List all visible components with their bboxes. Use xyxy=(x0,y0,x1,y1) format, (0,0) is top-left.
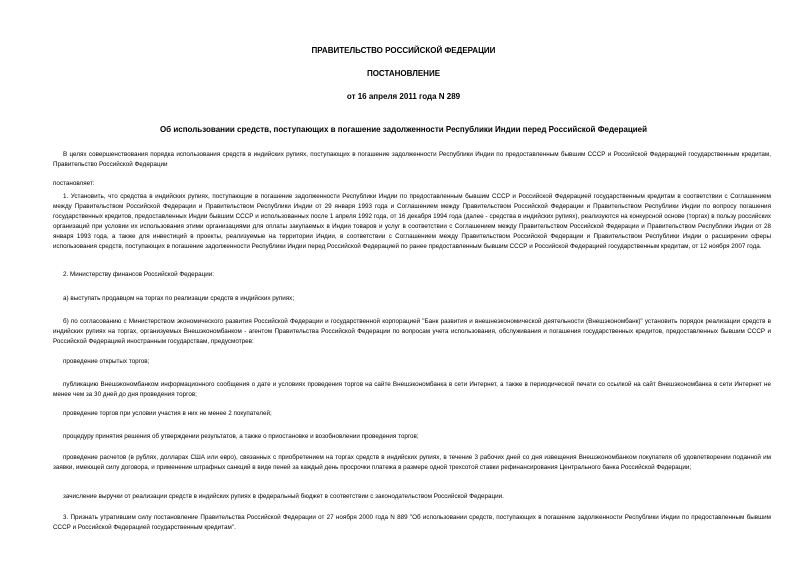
item-2b-paragraph: б) по согласованию с Министерством экономического развития Российской Федерации и государственной корпорацией "Банк развития и внешнеэкономической деятельности (Внешэкономбанк)" установить порядок реализации средств в индийских рупиях на торгах, организуемых Внешэкономбанком - агентом Правительства Российской Федерации по вопросам учета использования, обслуживания и погашения государственных кредитов, предоставленных бывшим СССР и Российской Федерацией иностранным государствам, предусмотрев: xyxy=(53,318,771,345)
provision-approval: процедуру принятия решения об утверждении результатов, а также о приостановке и возобновлении проведения торгов; xyxy=(63,433,419,440)
item-2a-paragraph: а) выступать продавцом на торгах по реализации средств в индийских рупиях; xyxy=(63,295,295,302)
provision-settlement: проведение расчетов (в рублях, долларах США или евро), связанных с приобретением на торгах средств в индийских рупиях, в течение 3 рабочих дней со дня извещения Внешэкономбанком покупателя об удовлетворении поданной им заявки, имеющей силу договора, и применение штрафных санкций в виде пеней за каждый день просрочки платежа в размере одной трехсотой ставки рефинансирования Центрального банка Российской Федерации; xyxy=(53,454,771,471)
document-type: ПОСТАНОВЛЕНИЕ xyxy=(366,69,441,78)
provision-participants: проведение торгов при условии участия в них не менее 2 покупателей; xyxy=(63,410,272,417)
item-1-paragraph: 1. Установить, что средства в индийских рупиях, поступающие в погашение задолженности Республики Индии по предоставленным бывшим СССР и Российской Федерацией государственным кредитам в соответствии с Соглашением между Правительством Российской Федерации и Правительством Республики Индии от 29 января 1993 года и Соглашением между Правительством Российской Федерации и Правительством Республики Индии по вопросу погашения государственных кредитов, предоставленных Индии бывшим СССР и использованных после 1 апреля 1992 года, от 16 декабря 1994 года (далее - средства в индийских рупиях), реализуются на конкурсной основе (торгах) в пользу российских организаций при условии их использования этими организациями для оплаты закупаемых в Индии товаров и услуг в соответствии с Соглашением между Правительством Российской Федерации и Правительством Республики Индии от 28 января 1993 года, а также для инвестиций в проекты, реализуемые на территории Индии, в соответствии с Соглашением между Правительством Российской Федерации и Правительством Республики Индии о расширении сферы использования средств, поступающих в погашение задолженности Республики Индии перед Российской Федерацией по ранее предоставленным бывшим СССР и Российской Федерацией государственным кредитам, от 12 ноября 2007 года. xyxy=(53,193,771,250)
provision-revenue: зачисление выручки от реализации средств в индийских рупиях в федеральный бюджет в соответствии с законодательством Российской Федерации. xyxy=(63,493,504,500)
provision-publication: публикацию Внешэкономбанком информационного сообщения о дате и условиях проведения торгов на сайте Внешэкономбанка в сети Интернет, а также в периодической печати со ссылкой на сайт Внешэкономбанка в сети Интернет не менее чем за 30 дней до дня проведения торгов; xyxy=(53,381,771,398)
item-3-paragraph: 3. Признать утратившим силу постановление Правительства Российской Федерации от 27 ноября 2000 года N 889 "Об использовании средств, поступающих в погашение задолженности Республики Индии по предоставленным бывшим СССР и Российской Федерацией государственным кредитам". xyxy=(53,514,771,531)
item-2-paragraph: 2. Министерству финансов Российской Федерации: xyxy=(63,271,215,278)
document-title: Об использовании средств, поступающих в погашение задолженности Республики Индии перед Российской Федерацией xyxy=(159,125,648,134)
document-date-number: от 16 апреля 2011 года N 289 xyxy=(346,92,461,101)
decree-word: постановляет: xyxy=(53,180,95,187)
preamble-paragraph: В целях совершенствования порядка использования средств в индийских рупиях, поступающих в погашение задолженности Республики Индии по предоставленным бывшим СССР и Российской Федерацией государственным кредитам, Правительство Российской Федерации xyxy=(53,151,771,168)
government-heading: ПРАВИТЕЛЬСТВО РОССИЙСКОЙ ФЕДЕРАЦИИ xyxy=(311,46,496,55)
provision-open-auctions: проведение открытых торгов; xyxy=(63,358,150,365)
